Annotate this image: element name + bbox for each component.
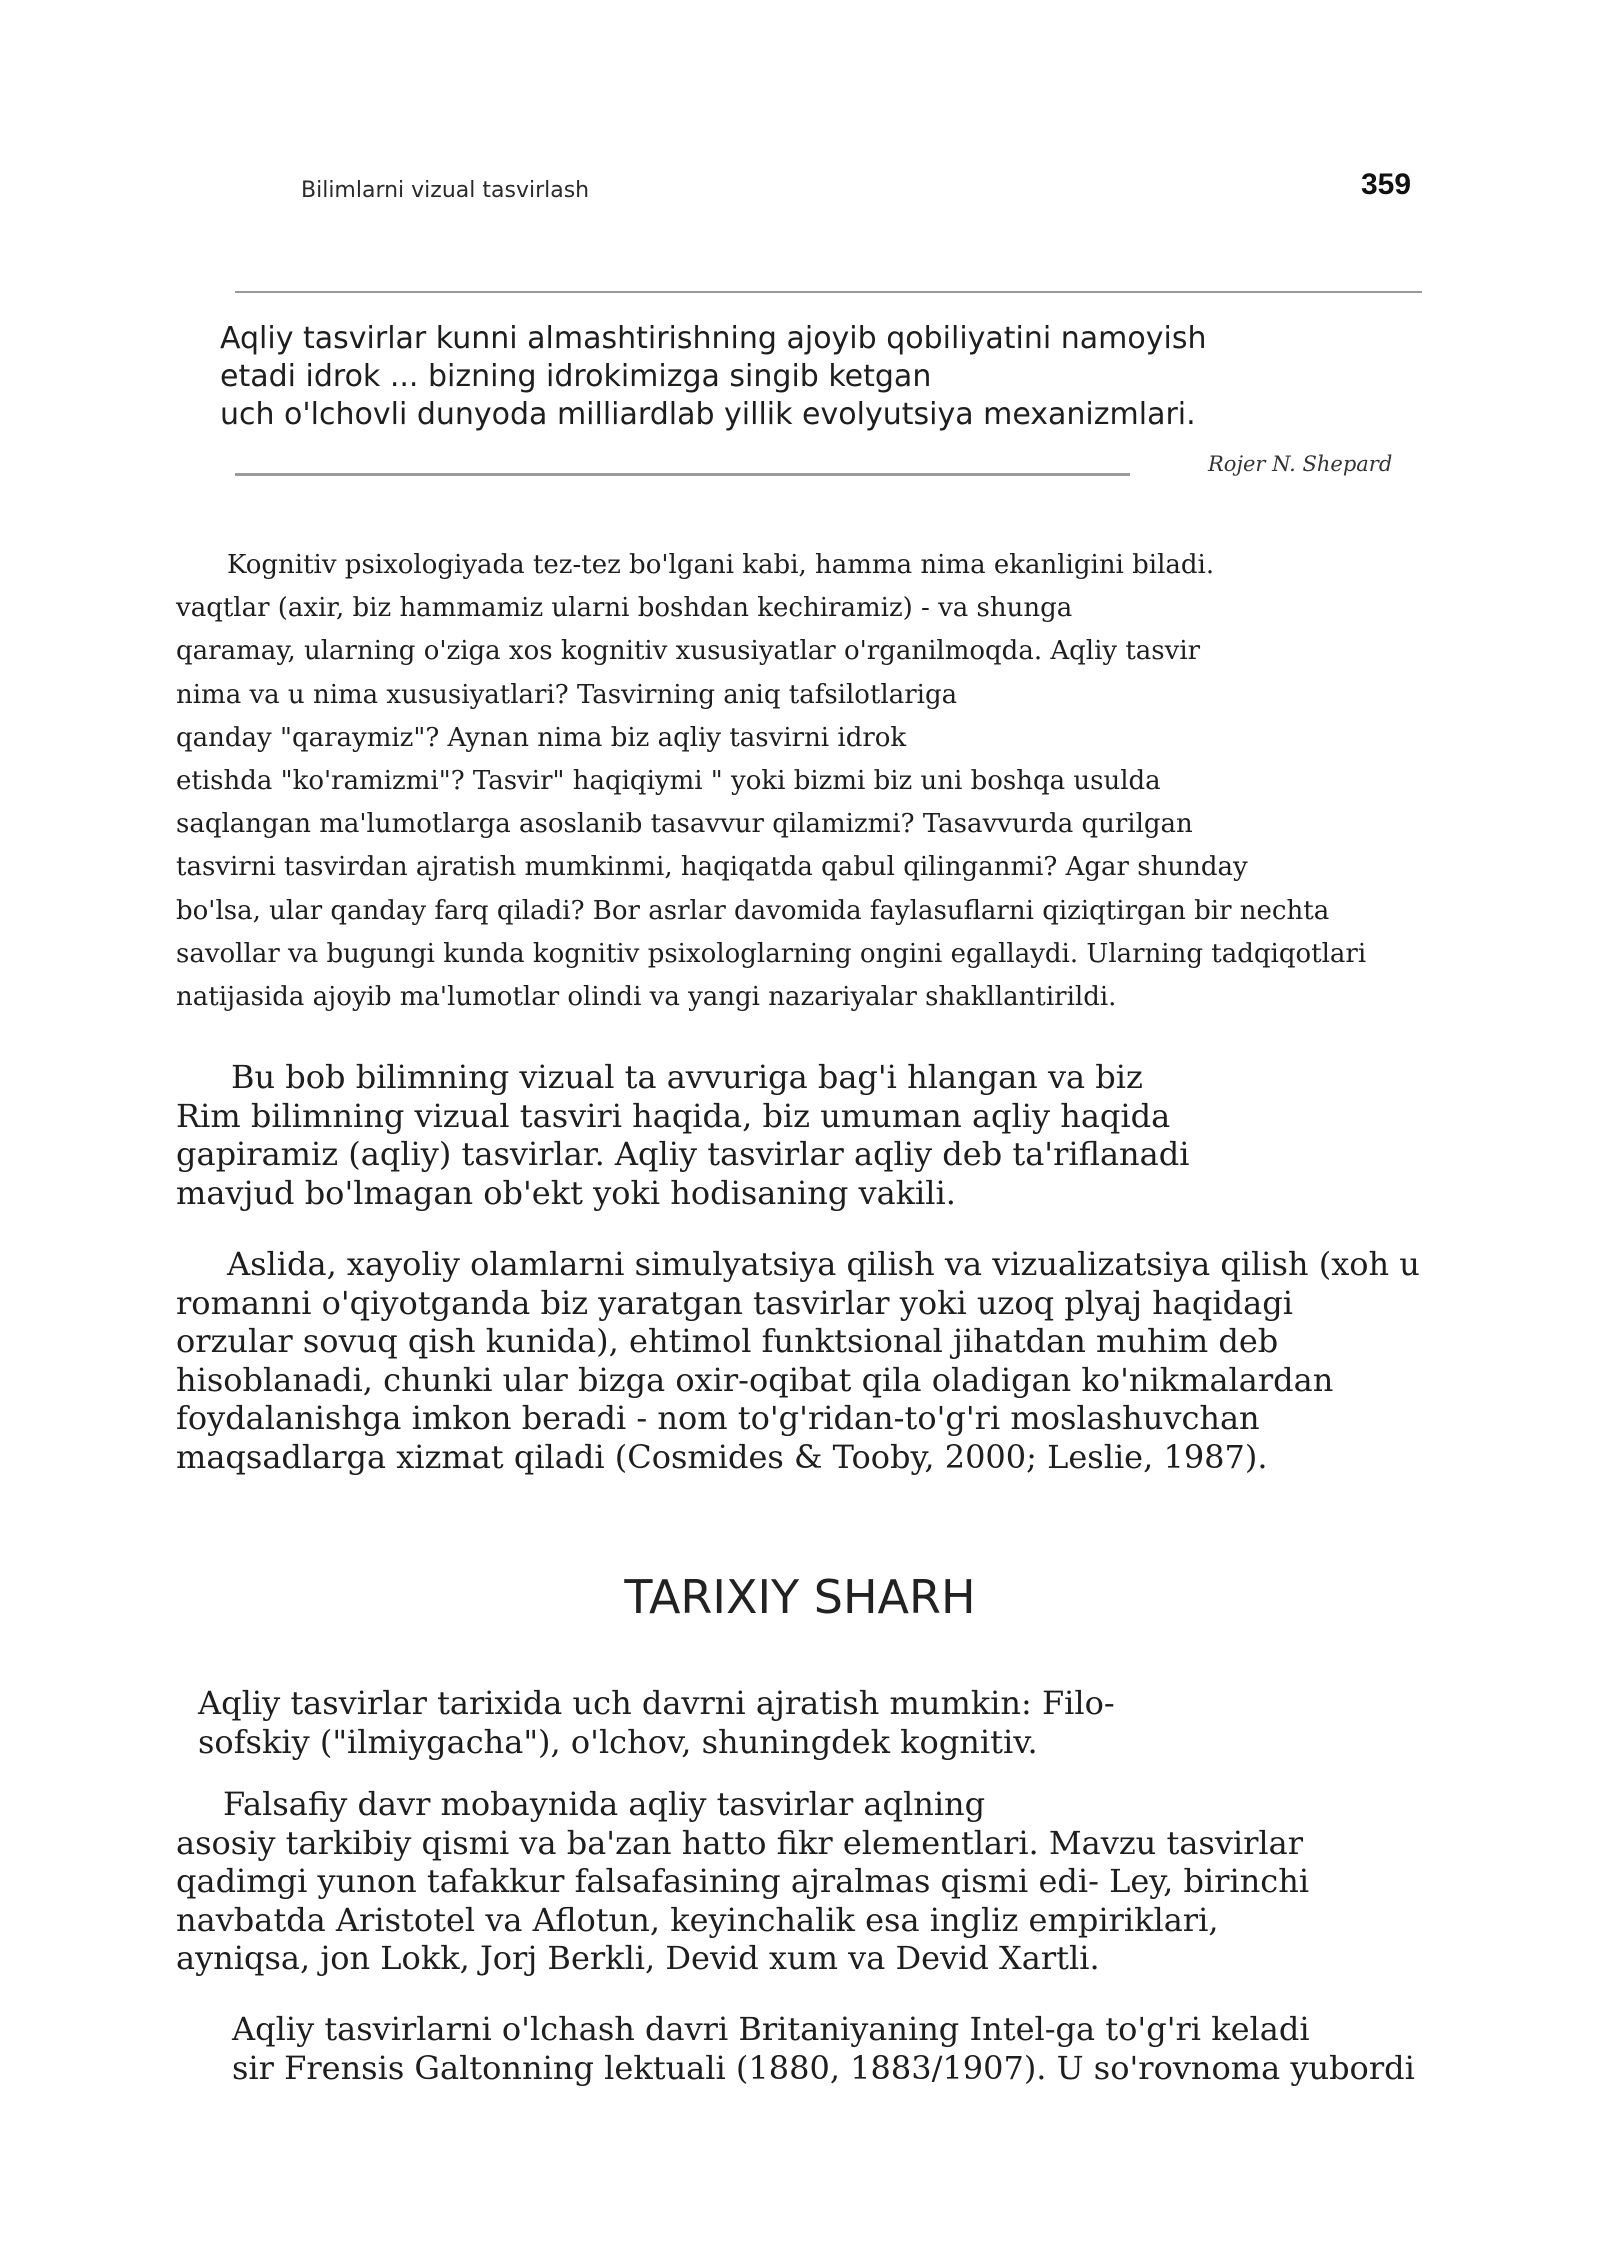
epigraph-divider <box>235 473 1130 476</box>
text-line: qanday "qaraymiz"? Aynan nima biz aqliy tasvirni idrok <box>176 722 907 753</box>
text-line: qaramay, ularning o'ziga xos kognitiv xususiyatlar o'rganilmoqda. Aqliy tasvir <box>176 636 1201 667</box>
text-line: nima va u nima xususiyatlari? Tasvirning aniq tafsilotlariga <box>176 679 958 710</box>
text-line: etishda "ko'ramizmi"? Tasvir" haqiqiymi " yoki bizmi biz uni boshqa usulda <box>176 766 1161 797</box>
text-line: asosiy tarkibiy qismi va ba'zan hatto fikr elementlari. Mavzu tasvirlar <box>176 1823 1304 1862</box>
text-line: sir Frensis Galtonning lektuali (1880, 1883/1907). U so'rovnoma yubordi <box>232 2048 1415 2087</box>
paragraph-periods <box>198 1684 1115 1761</box>
epigraph <box>220 320 1206 434</box>
section-heading: TARIXIY SHARH <box>624 1570 976 1624</box>
text-line: tasvirni tasvirdan ajratish mumkinmi, haqiqatda qabul qilinganmi? Agar shunday <box>176 852 1248 883</box>
paragraph-measurement <box>232 2010 1415 2087</box>
text-line: ayniqsa, jon Lokk, Jorj Berkli, Devid xum va Devid Xartli. <box>176 1939 1100 1977</box>
text-line: navbatda Aristotel va Aflotun, keyinchalik esa ingliz empiriklari, <box>176 1900 1219 1939</box>
text-line: Aqliy tasvirlar tarixida uch davrni ajratish mumkin: Filo- <box>198 1684 1115 1722</box>
text-line: vaqtlar (axir, biz hammamiz ularni boshdan kechiramiz) - va shunga <box>176 593 1073 624</box>
paragraph-simulation <box>176 1245 1420 1476</box>
text-line: romanni o'qiyotganda biz yaratgan tasvirlar yoki uzoq plyaj haqidagi <box>176 1283 1293 1322</box>
text-line: savollar va bugungi kunda kognitiv psixologlarning ongini egallaydi. Ularning tadqiqotlari <box>176 938 1367 969</box>
text-line: maqsadlarga xizmat qiladi (Cosmides & Tooby, 2000; Leslie, 1987). <box>176 1437 1268 1476</box>
text-line: Kognitiv psixologiyada tez-tez bo'lgani kabi, hamma nima ekanligini biladi. <box>227 550 1215 580</box>
text-line: Aslida, xayoliy olamlarni simulyatsiya qilish va vizualizatsiya qilish (xoh u <box>227 1245 1420 1283</box>
text-line: orzular sovuq qish kunida), ehtimol funktsional jihatdan muhim deb <box>176 1322 1279 1360</box>
text-line: mavjud bo'lmagan ob'ekt yoki hodisaning vakili. <box>176 1173 956 1212</box>
text-line: bo'lsa, ular qanday farq qiladi? Bor asrlar davomida faylasuflarni qiziqtirgan bir nechta <box>176 895 1330 926</box>
text-line: Falsafiy davr mobaynida aqliy tasvirlar aqlning <box>223 1785 986 1823</box>
text-line: gapiramiz (aqliy) tasvirlar. Aqliy tasvirlar aqliy deb ta'riflanadi <box>176 1135 1190 1173</box>
page-number: 359 <box>1361 168 1412 201</box>
text-line: saqlangan ma'lumotlarga asoslanib tasavvur qilamizmi? Tasavvurda qurilgan <box>176 809 1193 840</box>
text-line: sofskiy ("ilmiygacha"), o'lchov, shuningdek kognitiv. <box>198 1722 1038 1761</box>
epigraph-line: etadi idrok ... bizning idrokimizga singib ketgan <box>220 359 932 394</box>
epigraph-author: Rojer N. Shepard <box>1208 452 1393 476</box>
text-line: Rim bilimning vizual tasviri haqida, biz umuman aqliy haqida <box>176 1096 1171 1135</box>
running-title: Bilimlarni vizual tasvirlash <box>301 178 590 203</box>
epigraph-line: uch o'lchovli dunyoda milliardlab yillik evolyutsiya mexanizmlari. <box>220 397 1196 432</box>
text-line: natijasida ajoyib ma'lumotlar olindi va yangi nazariyalar shakllantirildi. <box>176 982 1117 1013</box>
text-line: hisoblanadi, chunki ular bizga oxir-oqibat qila oladigan ko'nikmalardan <box>176 1360 1334 1399</box>
paragraph-philosophical <box>176 1785 1309 1978</box>
epigraph-line: Aqliy tasvirlar kunni almashtirishning ajoyib qobiliyatini namoyish <box>220 321 1207 356</box>
top-divider <box>235 291 1422 293</box>
paragraph-intro <box>176 544 1366 1019</box>
text-line: Bu bob bilimning vizual ta avvuriga bag'i hlangan va biz <box>231 1058 1143 1096</box>
text-line: Aqliy tasvirlarni o'lchash davri Britaniyaning Intel-ga to'g'ri keladi <box>232 2010 1310 2048</box>
paragraph-scope <box>176 1058 1189 1212</box>
text-line: foydalanishga imkon beradi - nom to'g'ridan-to'g'ri moslashuvchan <box>176 1399 1260 1437</box>
text-line: qadimgi yunon tafakkur falsafasining ajralmas qismi edi- Ley, birinchi <box>176 1862 1310 1900</box>
